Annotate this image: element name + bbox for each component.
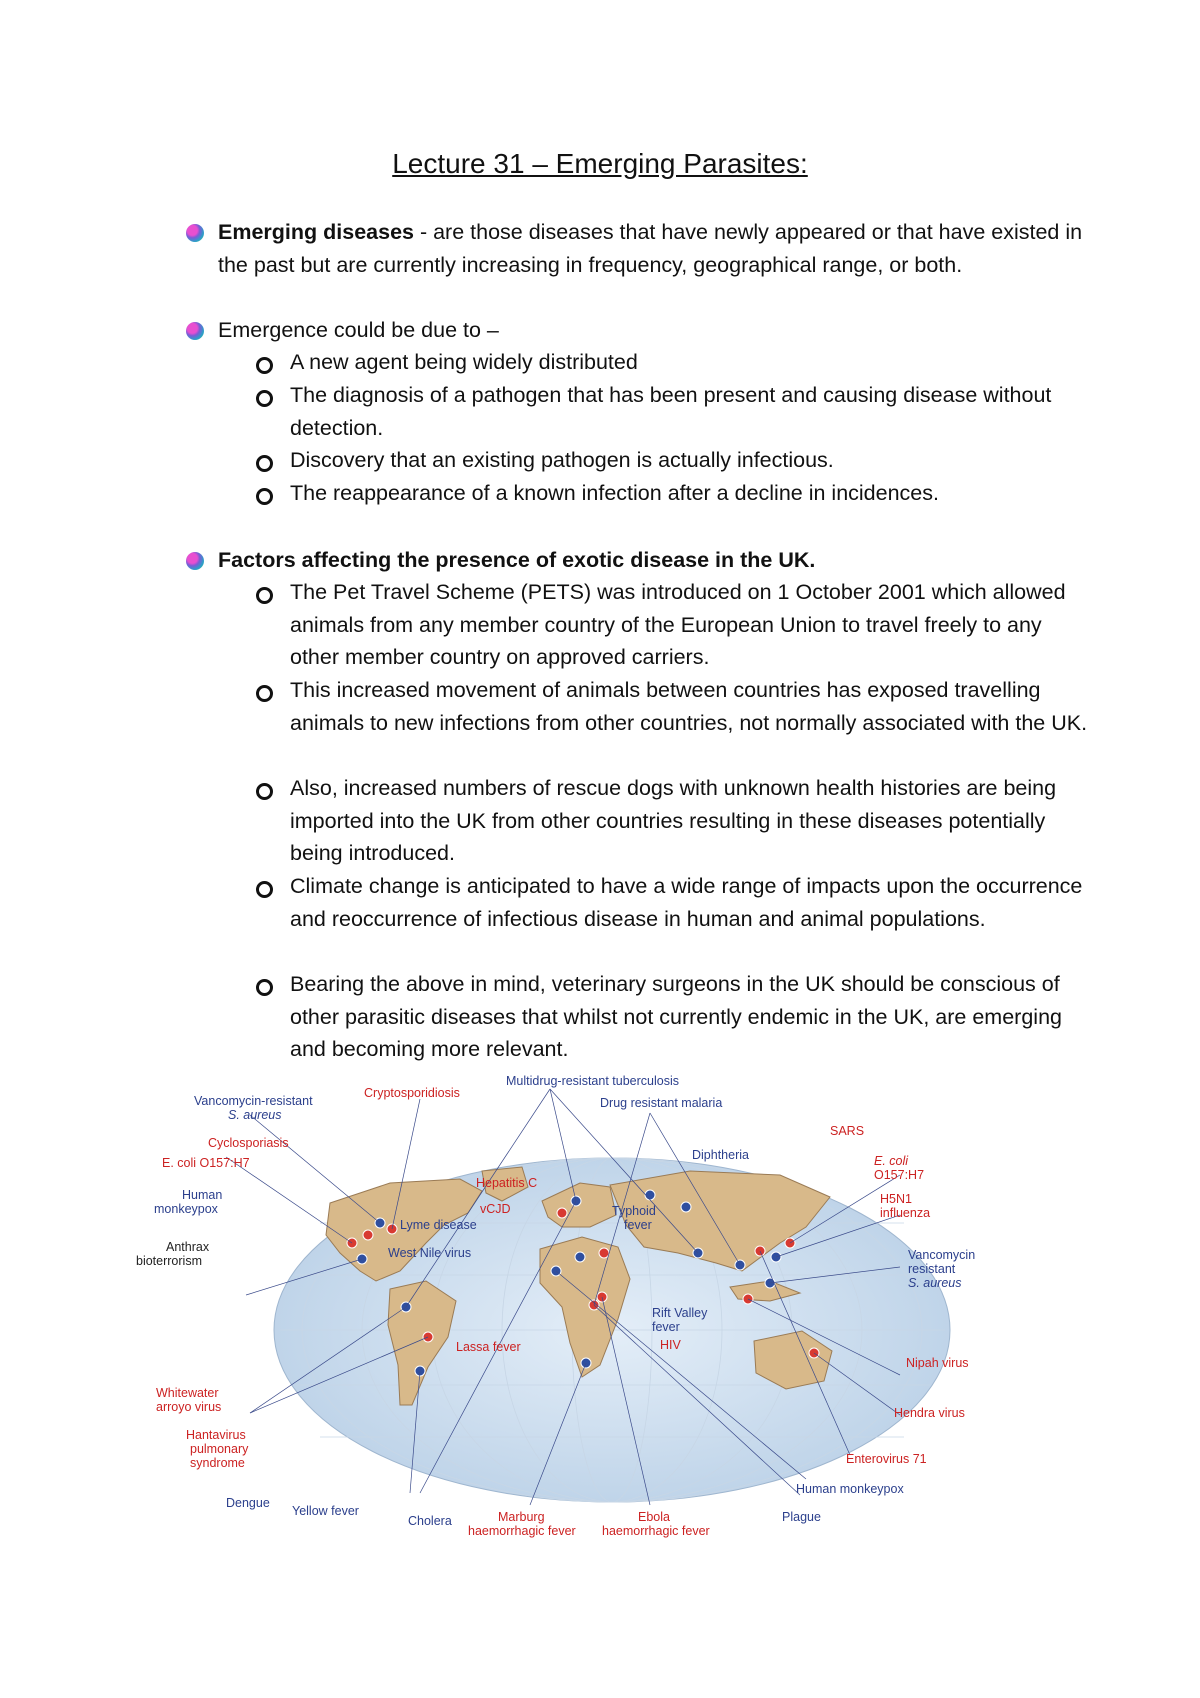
map-label-anthrax: Anthrax bbox=[166, 1240, 210, 1254]
sub-bullet-icon bbox=[256, 357, 273, 374]
sub-item: Bearing the above in mind, veterinary surgeons in the UK should be conscious of other parasitic diseases that whilst not currently endemic in the UK, are emerging and becoming more relevant. bbox=[290, 972, 1062, 1062]
map-label-wnv: West Nile virus bbox=[388, 1246, 472, 1260]
map-label-vre-na: Vancomycin-resistant bbox=[194, 1094, 313, 1108]
map-label-mdr-tb: Multidrug-resistant tuberculosis bbox=[506, 1075, 679, 1088]
bullet-factors-heading bbox=[218, 544, 1098, 577]
factors-heading: Factors affecting the presence of exotic disease in the UK. bbox=[218, 548, 816, 572]
definition-text: - are those diseases that have newly appeared or that have existed in the past but are currently increasing in frequency, geographical range, or both. bbox=[218, 220, 1083, 277]
map-label-vre-asia: Vancomycin bbox=[908, 1248, 976, 1262]
term-label: Emerging diseases bbox=[218, 220, 414, 244]
sub-item: Discovery that an existing pathogen is actually infectious. bbox=[290, 448, 834, 472]
map-label-vre-na2: S. aureus bbox=[228, 1108, 282, 1122]
map-label-vcjd: vCJD bbox=[480, 1202, 511, 1216]
map-label-hanta: Hantavirus bbox=[186, 1428, 246, 1442]
sub-bullet-icon bbox=[256, 455, 273, 472]
sub-item: The reappearance of a known infection after a decline in incidences. bbox=[290, 481, 939, 505]
bullet-icon bbox=[186, 322, 204, 340]
map-label-marburg2: haemorrhagic fever bbox=[468, 1524, 576, 1538]
map-label-hendra: Hendra virus bbox=[894, 1406, 965, 1420]
map-label-anthrax2: bioterrorism bbox=[136, 1254, 202, 1268]
map-label-rift: Rift Valley bbox=[652, 1306, 708, 1320]
map-label-vre-asia3: S. aureus bbox=[908, 1276, 962, 1290]
sub-bullet-icon bbox=[256, 979, 273, 996]
sub-bullet-icon bbox=[256, 783, 273, 800]
map-label-typhoid2: fever bbox=[624, 1218, 652, 1232]
map-label-dengue: Dengue bbox=[226, 1496, 270, 1510]
map-label-hiv: HIV bbox=[660, 1338, 681, 1352]
map-label-whitewater: Whitewater bbox=[156, 1386, 219, 1400]
map-label-human-mpx-af: Human monkeypox bbox=[796, 1482, 904, 1496]
map-label-typhoid: Typhoid bbox=[612, 1204, 656, 1218]
sub-bullet-icon bbox=[256, 881, 273, 898]
map-label-diphtheria: Diphtheria bbox=[692, 1148, 749, 1162]
map-label-lyme: Lyme disease bbox=[400, 1218, 477, 1232]
map-label-nipah: Nipah virus bbox=[906, 1356, 969, 1370]
sub-item: The diagnosis of a pathogen that has been present and causing disease without detection. bbox=[290, 383, 1052, 440]
page-title: Lecture 31 – Emerging Parasites: bbox=[392, 148, 808, 179]
world-map-figure bbox=[130, 1075, 1080, 1575]
sub-item: A new agent being widely distributed bbox=[290, 350, 638, 374]
sub-bullet-icon bbox=[256, 685, 273, 702]
map-label-ebola: Ebola bbox=[638, 1510, 670, 1524]
map-label-hep-c: Hepatitis C bbox=[476, 1176, 538, 1190]
map-label-whitewater2: arroyo virus bbox=[156, 1400, 222, 1414]
sub-bullet-icon bbox=[256, 390, 273, 407]
map-label-human-mpx2: monkeypox bbox=[154, 1202, 218, 1216]
bullet-icon bbox=[186, 552, 204, 570]
bullet-emerging-diseases bbox=[218, 216, 1098, 281]
map-label-ecoli-asia: E. coli bbox=[874, 1154, 909, 1168]
map-label-hanta3: syndrome bbox=[190, 1456, 245, 1470]
bullet-icon bbox=[186, 224, 204, 242]
map-label-plague: Plague bbox=[782, 1510, 821, 1524]
map-label-hanta2: pulmonary bbox=[190, 1442, 249, 1456]
map-label-vre-asia2: resistant bbox=[908, 1262, 956, 1276]
map-label-h5n1: H5N1 bbox=[880, 1192, 912, 1206]
map-label-ebola2: haemorrhagic fever bbox=[602, 1524, 710, 1538]
sub-bullet-icon bbox=[256, 587, 273, 604]
sub-item: Also, increased numbers of rescue dogs with unknown health histories are being imported into the UK from other countries resulting in these diseases potentially being introduced. bbox=[290, 776, 1057, 866]
map-label-lassa: Lassa fever bbox=[456, 1340, 521, 1354]
sub-item: The Pet Travel Scheme (PETS) was introduced on 1 October 2001 which allowed animals from any member country of the European Union to travel freely to any other member country on approved carriers. bbox=[290, 580, 1066, 670]
map-label-human-mpx: Human bbox=[182, 1188, 223, 1202]
map-label-cholera: Cholera bbox=[408, 1514, 452, 1528]
map-label-cyclospora: Cyclosporiasis bbox=[208, 1136, 289, 1150]
sub-bullet-icon bbox=[256, 488, 273, 505]
map-label-drug-malaria: Drug resistant malaria bbox=[600, 1096, 723, 1110]
map-label-entero: Enterovirus 71 bbox=[846, 1452, 927, 1466]
sub-item: Climate change is anticipated to have a wide range of impacts upon the occurrence and reoccurrence of infectious disease in human and animal populations. bbox=[290, 874, 1083, 931]
map-label-ecoli-asia2: O157:H7 bbox=[874, 1168, 925, 1182]
sub-item: This increased movement of animals between countries has exposed travelling animals to new infections from other countries, not normally associated with the UK. bbox=[290, 678, 1088, 735]
map-label-rift2: fever bbox=[652, 1320, 680, 1334]
bullet-emergence: Emergence could be due to – bbox=[218, 318, 499, 342]
map-label-crypto: Cryptosporidiosis bbox=[364, 1086, 460, 1100]
map-label-ecoli-na: E. coli O157:H7 bbox=[162, 1156, 250, 1170]
map-label-sars: SARS bbox=[830, 1124, 865, 1138]
map-label-marburg: Marburg bbox=[498, 1510, 545, 1524]
map-label-h5n1-2: influenza bbox=[880, 1206, 931, 1220]
map-label-yellow: Yellow fever bbox=[292, 1504, 359, 1518]
